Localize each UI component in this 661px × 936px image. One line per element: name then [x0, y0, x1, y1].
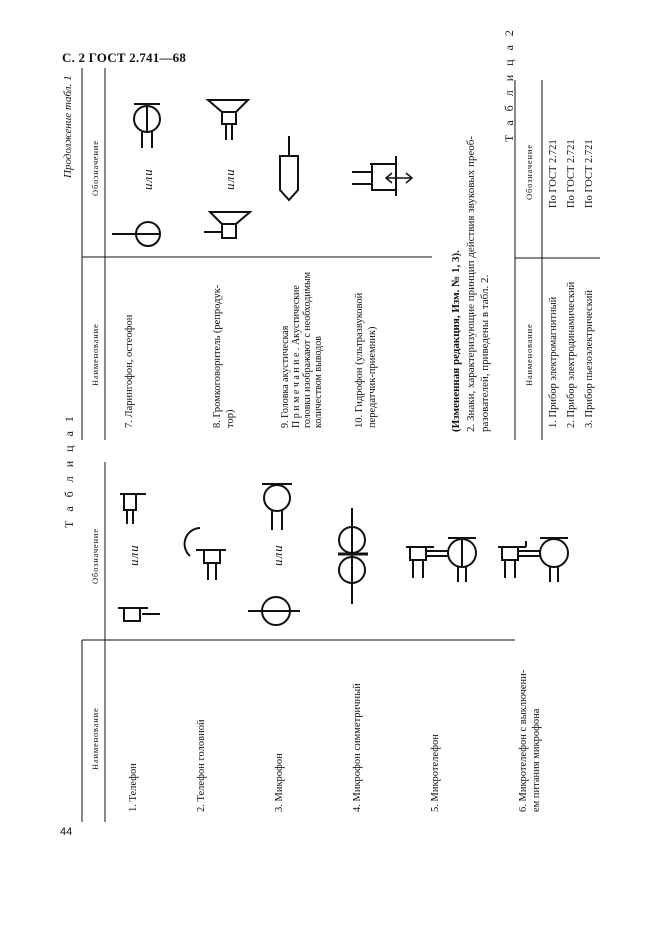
table2-col-symbol: Обозначение [524, 144, 534, 200]
table1-cont-row-9-label-line4: количеством выводов [313, 336, 324, 428]
telephone-symbol-a [118, 608, 160, 621]
paragraph-line2: разователей, приведены в табл. 2. [479, 274, 491, 432]
table2-row-2-symbol: По ГОСТ 2.721 [566, 139, 577, 208]
table1-cont-row-9-label-line1: 9. Головка акустическая [280, 325, 291, 428]
telephone-symbol-b [120, 494, 146, 524]
table1-cont-row-10-label-line1: 10. Гидрофон (ультразвуковой [354, 292, 365, 428]
symmetric-microphone-symbol [338, 508, 368, 604]
table1-cont-caption: Продолжение табл. 1 [62, 75, 74, 178]
table1-row-6-label-line2: ем питания микрофона [531, 708, 542, 812]
table1-row-3-label: 3. Микрофон [274, 753, 285, 812]
laryngophone-symbol-b [134, 104, 160, 148]
table1-row-6-label-line1: 6. Микротелефон с выключени- [518, 669, 529, 812]
microphone-symbol-a [248, 597, 300, 625]
hydrophone-symbol [352, 156, 412, 196]
table1-row-1-label: 1. Телефон [128, 763, 139, 812]
table1-row-4-label: 4. Микрофон симметричный [352, 683, 363, 812]
loudspeaker-symbol-a [204, 212, 250, 238]
table1-cont-row-10-label-line2: передатчик-приемник) [367, 326, 378, 428]
table1-row-5-label: 5. Микротелефон [430, 734, 441, 812]
table2-row-1-symbol: По ГОСТ 2.721 [548, 139, 559, 208]
table2-row-1-label: 1. Прибор электромагнитный [548, 296, 559, 428]
paragraph-line1: 2. Знаки, характеризующие принцип действия звуковых преоб- [465, 135, 477, 432]
table2-caption: Т а б л и ц а 2 [502, 27, 516, 142]
table1-or-row1: или [126, 544, 141, 566]
table1-cont-or-row8: или [222, 168, 237, 190]
edition-note: (Измененная редакция, Изм. № 1, 3). [450, 250, 462, 432]
laryngophone-symbol-a [112, 222, 160, 246]
acoustic-head-symbol [280, 136, 298, 200]
table1-cont-row-8-label-line2: тор) [225, 409, 236, 428]
table2-row-3-label: 3. Прибор пьезоэлектрический [584, 289, 595, 428]
table1-cont-col-name: Наименование [90, 323, 100, 386]
loudspeaker-symbol-b [208, 100, 248, 140]
microphone-symbol-b [262, 484, 292, 530]
page-number: 44 [60, 826, 73, 838]
table1-cont-col-symbol: Обозначение [90, 140, 100, 196]
table1-col-name: Наименование [90, 707, 100, 770]
table1-or-row3: или [270, 544, 285, 566]
microtelephone-cutoff-symbol [498, 538, 568, 582]
table2-col-name: Наименование [524, 323, 534, 386]
table1-cont-row-9-label-line2: П р и м е ч а н и е . Акустические [291, 285, 302, 428]
table2-row-2-label: 2. Прибор электродинамический [566, 281, 577, 428]
table1-caption: Т а б л и ц а 1 [62, 413, 76, 528]
table2-row-3-symbol: По ГОСТ 2.721 [584, 139, 595, 208]
head-telephone-symbol [185, 528, 226, 580]
table1-cont-row-8-label-line1: 8. Громкоговоритель (репродук- [212, 284, 223, 428]
table1-cont-or-row7: или [140, 168, 155, 190]
table1-cont-row-9-label-line3: головки изображают с необходимым [302, 271, 313, 428]
table1-row-2-label: 2. Телефон головной [196, 719, 207, 812]
microtelephone-symbol [406, 538, 476, 582]
table1-col-symbol: Обозначение [90, 528, 100, 584]
page-header: С. 2 ГОСТ 2.741—68 [62, 50, 187, 65]
table1-cont-row-7-label: 7. Ларингофон, остеофон [124, 314, 135, 428]
